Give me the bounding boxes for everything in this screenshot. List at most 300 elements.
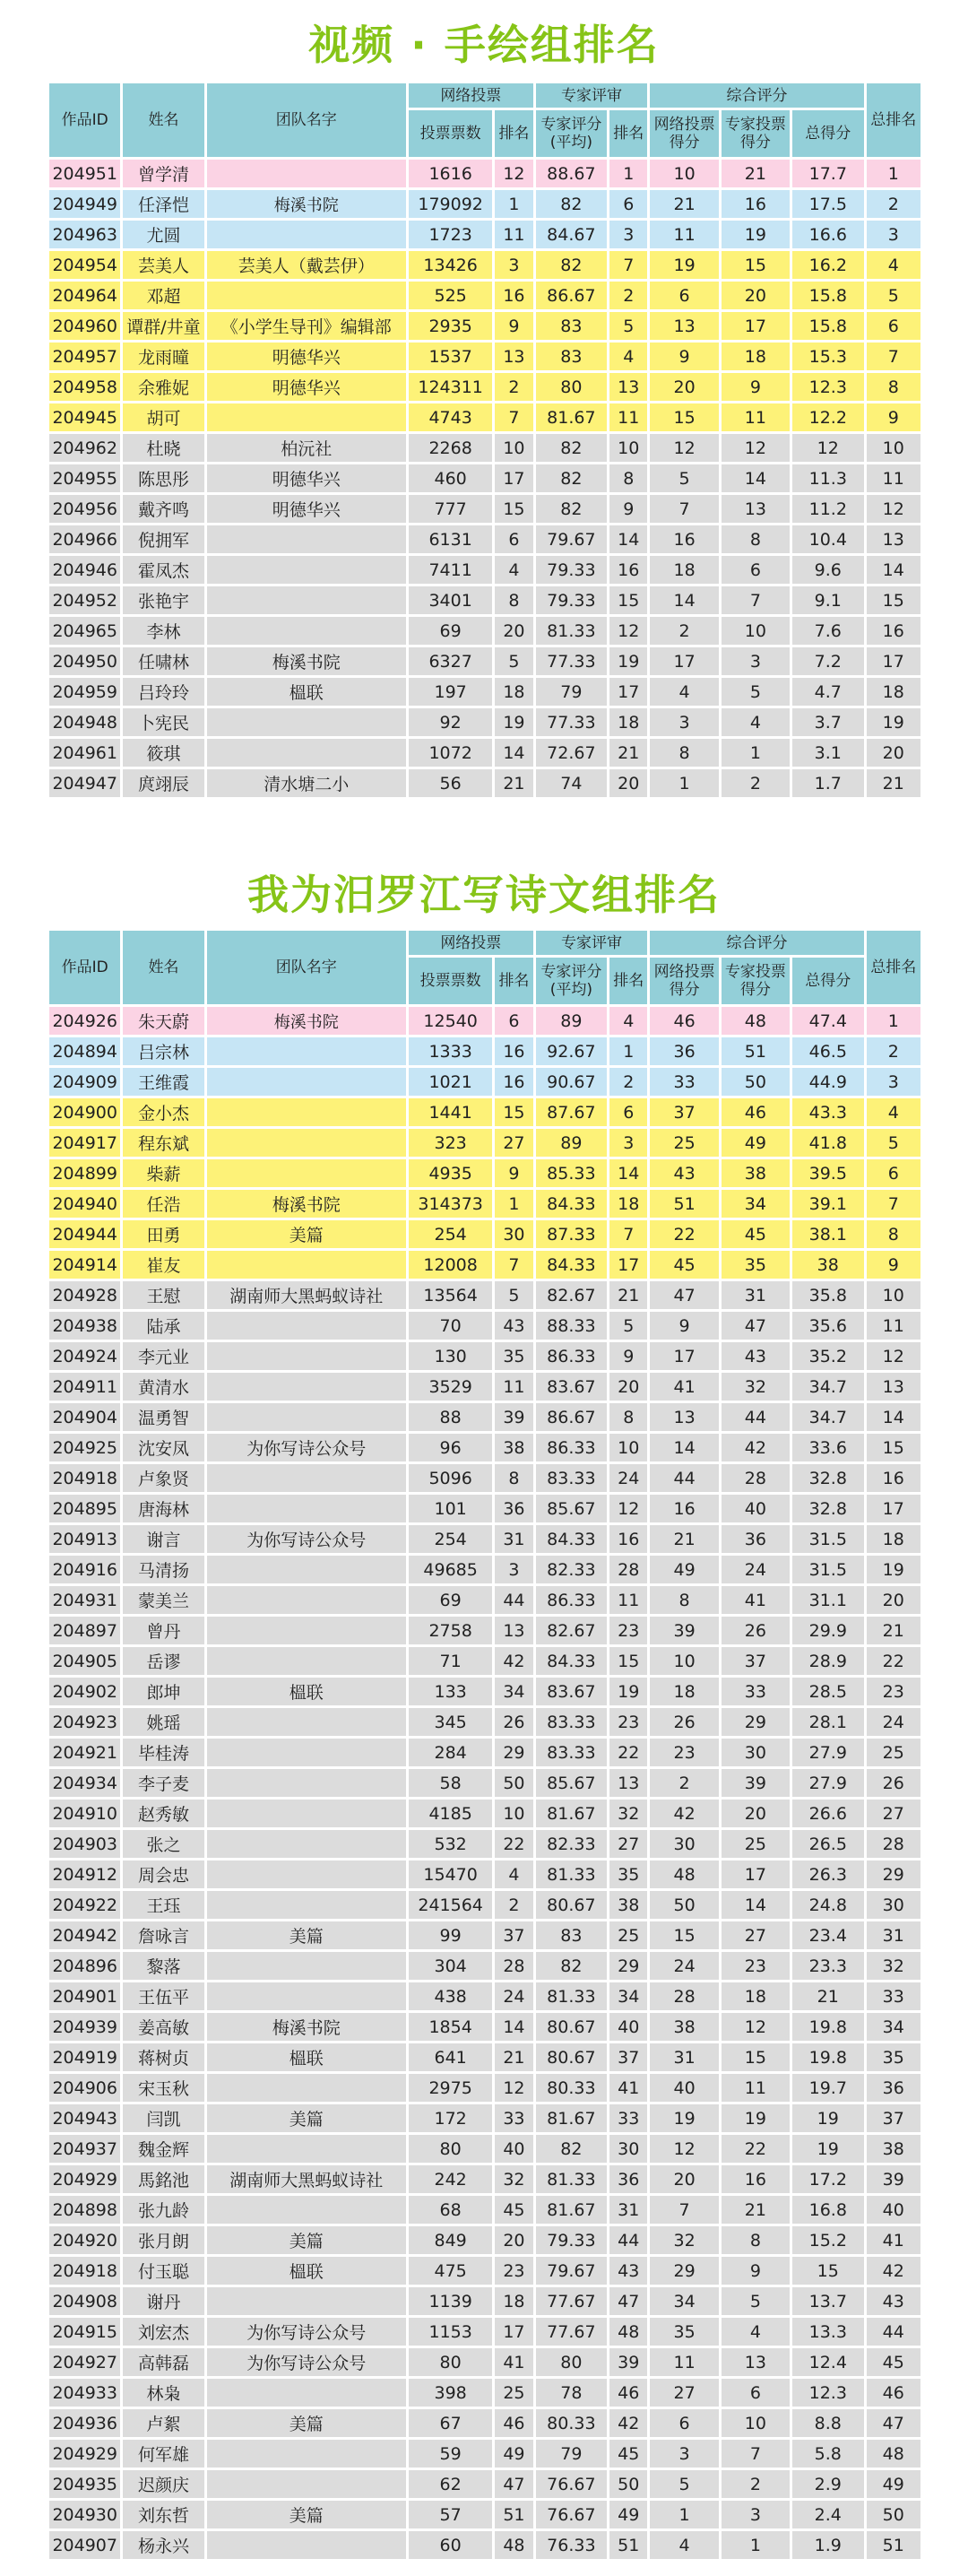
cell-team: 美篇: [207, 2226, 407, 2254]
cell-net-score: 40: [650, 2074, 718, 2102]
cell-expert-rank: 1: [609, 1037, 647, 1065]
cell-id: 204959: [49, 678, 120, 706]
cell-total-score: 35.6: [792, 1312, 864, 1340]
cell-team: 湖南师大黑蚂蚁诗社: [207, 2165, 407, 2193]
cell-id: 204942: [49, 1921, 120, 1949]
cell-overall-rank: 1: [867, 1007, 920, 1035]
table-row: [49, 1464, 920, 1492]
table-row: [49, 343, 920, 370]
cell-expert-vote-score: 26: [722, 1617, 790, 1644]
cell-name: 岳谬: [123, 1647, 203, 1675]
cell-net-rank: 6: [495, 525, 532, 553]
cell-votes: 242: [409, 2165, 492, 2193]
cell-expert-rank: 32: [609, 1800, 647, 1827]
cell-total-score: 41.8: [792, 1129, 864, 1157]
cell-expert-score: 79.67: [536, 2257, 607, 2285]
cell-id: 204951: [49, 160, 120, 187]
table-row: [49, 1800, 920, 1827]
cell-expert-vote-score: 9: [722, 373, 790, 401]
cell-name: 蒙美兰: [123, 1586, 203, 1614]
cell-id: 204938: [49, 1312, 120, 1340]
cell-expert-rank: 2: [609, 282, 647, 309]
header-votes: 投票票数: [409, 958, 492, 1004]
table-row: [49, 312, 920, 340]
cell-overall-rank: 25: [867, 1739, 920, 1766]
cell-overall-rank: 1: [867, 160, 920, 187]
cell-net-score: 30: [650, 1830, 718, 1858]
table-row: [49, 2226, 920, 2254]
table-row: [49, 2531, 920, 2559]
cell-id: 204925: [49, 1434, 120, 1461]
cell-name: 张九龄: [123, 2196, 203, 2224]
cell-name: 王维霞: [123, 1068, 203, 1096]
cell-votes: 1616: [409, 160, 492, 187]
cell-overall-rank: 24: [867, 1708, 920, 1736]
cell-team: [207, 1464, 407, 1492]
cell-name: 毕桂涛: [123, 1739, 203, 1766]
cell-overall-rank: 27: [867, 1800, 920, 1827]
table-row: [49, 2013, 920, 2041]
cell-team: [207, 586, 407, 614]
cell-net-score: 6: [650, 2409, 718, 2437]
cell-total-score: 38: [792, 1251, 864, 1279]
cell-name: 卜宪民: [123, 708, 203, 736]
cell-votes: 4743: [409, 403, 492, 431]
cell-expert-vote-score: 21: [722, 2196, 790, 2224]
cell-net-score: 16: [650, 525, 718, 553]
cell-votes: 130: [409, 1342, 492, 1370]
cell-overall-rank: 46: [867, 2379, 920, 2407]
cell-votes: 92: [409, 708, 492, 736]
table-row: [49, 2379, 920, 2407]
cell-expert-vote-score: 5: [722, 2287, 790, 2315]
cell-total-score: 34.7: [792, 1403, 864, 1431]
table-row: [49, 2287, 920, 2315]
cell-name: 李子麦: [123, 1769, 203, 1797]
cell-expert-score: 77.67: [536, 2318, 607, 2346]
cell-id: 204915: [49, 2318, 120, 2346]
cell-team: 榲联: [207, 1678, 407, 1705]
cell-id: 204904: [49, 1403, 120, 1431]
cell-team: 明德华兴: [207, 373, 407, 401]
header-votes: 投票票数: [409, 110, 492, 157]
cell-overall-rank: 42: [867, 2257, 920, 2285]
cell-overall-rank: 9: [867, 1251, 920, 1279]
cell-team: [207, 1342, 407, 1370]
cell-votes: 1441: [409, 1098, 492, 1126]
cell-overall-rank: 33: [867, 1982, 920, 2010]
cell-expert-score: 76.67: [536, 2501, 607, 2528]
table-row: [49, 2348, 920, 2376]
header-group-net-vote: 网络投票: [409, 931, 533, 955]
cell-id: 204909: [49, 1068, 120, 1096]
cell-total-score: 15: [792, 2257, 864, 2285]
cell-net-score: 25: [650, 1129, 718, 1157]
header-net-rank: 排名: [495, 110, 532, 157]
cell-net-rank: 3: [495, 1556, 532, 1583]
cell-team: 美篇: [207, 1220, 407, 1248]
cell-net-score: 18: [650, 1678, 718, 1705]
cell-expert-vote-score: 20: [722, 1800, 790, 1827]
cell-id: 204923: [49, 1708, 120, 1736]
cell-overall-rank: 35: [867, 2043, 920, 2071]
cell-name: 李元业: [123, 1342, 203, 1370]
table-body-poetry: [49, 1007, 920, 2559]
cell-id: 204965: [49, 617, 120, 645]
cell-expert-rank: 10: [609, 1434, 647, 1461]
cell-id: 204927: [49, 2348, 120, 2376]
cell-expert-vote-score: 10: [722, 2409, 790, 2437]
cell-name: 黎落: [123, 1952, 203, 1980]
cell-id: 204918: [49, 1464, 120, 1492]
cell-expert-score: 77.33: [536, 708, 607, 736]
cell-expert-vote-score: 37: [722, 1647, 790, 1675]
cell-overall-rank: 28: [867, 1830, 920, 1858]
cell-net-rank: 36: [495, 1495, 532, 1522]
section-title-poetry: 我为汨罗江写诗文组排名: [247, 871, 721, 919]
cell-votes: 69: [409, 1586, 492, 1614]
cell-name: 卢象贤: [123, 1464, 203, 1492]
cell-name: 姜高敏: [123, 2013, 203, 2041]
cell-id: 204931: [49, 1586, 120, 1614]
cell-expert-rank: 34: [609, 1982, 647, 2010]
cell-total-score: 24.8: [792, 1891, 864, 1919]
cell-total-score: 2.4: [792, 2501, 864, 2528]
cell-overall-rank: 20: [867, 1586, 920, 1614]
cell-total-score: 26.5: [792, 1830, 864, 1858]
cell-total-score: 17.5: [792, 190, 864, 218]
cell-votes: 254: [409, 1220, 492, 1248]
cell-id: 204966: [49, 525, 120, 553]
cell-expert-vote-score: 18: [722, 1982, 790, 2010]
cell-id: 204918: [49, 2257, 120, 2285]
cell-id: 204963: [49, 221, 120, 248]
cell-expert-rank: 50: [609, 2470, 647, 2498]
cell-id: 204947: [49, 769, 120, 797]
cell-team: 清水塘二小: [207, 769, 407, 797]
cell-net-rank: 18: [495, 678, 532, 706]
cell-expert-rank: 7: [609, 1220, 647, 1248]
cell-team: [207, 1098, 407, 1126]
cell-net-score: 19: [650, 2104, 718, 2132]
cell-expert-vote-score: 17: [722, 1860, 790, 1888]
cell-votes: 15470: [409, 1860, 492, 1888]
cell-overall-rank: 43: [867, 2287, 920, 2315]
cell-expert-score: 82: [536, 434, 607, 462]
cell-team: [207, 282, 407, 309]
cell-name: 馬銘池: [123, 2165, 203, 2193]
cell-overall-rank: 12: [867, 495, 920, 523]
cell-total-score: 44.9: [792, 1068, 864, 1096]
cell-total-score: 7.6: [792, 617, 864, 645]
cell-expert-vote-score: 4: [722, 708, 790, 736]
cell-overall-rank: 8: [867, 373, 920, 401]
cell-total-score: 12: [792, 434, 864, 462]
cell-expert-score: 74: [536, 769, 607, 797]
cell-net-score: 37: [650, 1098, 718, 1126]
cell-total-score: 8.8: [792, 2409, 864, 2437]
cell-id: 204961: [49, 739, 120, 767]
cell-name: 黄清水: [123, 1373, 203, 1401]
cell-id: 204930: [49, 2501, 120, 2528]
cell-expert-vote-score: 9: [722, 2257, 790, 2285]
cell-expert-rank: 13: [609, 1769, 647, 1797]
cell-expert-rank: 9: [609, 495, 647, 523]
cell-expert-score: 80: [536, 373, 607, 401]
cell-expert-rank: 18: [609, 1190, 647, 1218]
cell-name: 崔友: [123, 1251, 203, 1279]
cell-expert-rank: 21: [609, 1281, 647, 1309]
cell-net-rank: 39: [495, 1403, 532, 1431]
cell-expert-rank: 23: [609, 1617, 647, 1644]
cell-total-score: 12.2: [792, 403, 864, 431]
cell-votes: 1854: [409, 2013, 492, 2041]
cell-expert-vote-score: 15: [722, 251, 790, 279]
cell-name: 王慰: [123, 1281, 203, 1309]
cell-net-score: 7: [650, 2196, 718, 2224]
cell-overall-rank: 10: [867, 1281, 920, 1309]
cell-net-rank: 24: [495, 1982, 532, 2010]
cell-name: 何军雄: [123, 2440, 203, 2468]
cell-team: [207, 1373, 407, 1401]
cell-expert-score: 90.67: [536, 1068, 607, 1096]
cell-expert-vote-score: 16: [722, 2165, 790, 2193]
cell-team: [207, 2470, 407, 2498]
cell-id: 204913: [49, 1525, 120, 1553]
cell-total-score: 29.9: [792, 1617, 864, 1644]
cell-expert-rank: 12: [609, 617, 647, 645]
cell-team: [207, 1129, 407, 1157]
cell-name: 朱天蔚: [123, 1007, 203, 1035]
cell-expert-rank: 24: [609, 1464, 647, 1492]
table-row: [49, 1159, 920, 1187]
cell-votes: 323: [409, 1129, 492, 1157]
cell-net-score: 11: [650, 2348, 718, 2376]
cell-total-score: 16.2: [792, 251, 864, 279]
header-total-score: 总得分: [792, 958, 864, 1004]
cell-name: 陈思彤: [123, 464, 203, 492]
cell-expert-rank: 4: [609, 1007, 647, 1035]
table-row: [49, 495, 920, 523]
table-row: [49, 1312, 920, 1340]
cell-net-rank: 50: [495, 1769, 532, 1797]
header-id: 作品ID: [49, 931, 120, 1004]
cell-id: 204917: [49, 1129, 120, 1157]
cell-net-rank: 11: [495, 221, 532, 248]
cell-id: 204929: [49, 2440, 120, 2468]
cell-name: 付玉聪: [123, 2257, 203, 2285]
cell-overall-rank: 18: [867, 1525, 920, 1553]
cell-net-score: 15: [650, 403, 718, 431]
cell-expert-vote-score: 27: [722, 1921, 790, 1949]
cell-overall-rank: 5: [867, 1129, 920, 1157]
cell-total-score: 32.8: [792, 1464, 864, 1492]
table-row: [49, 1830, 920, 1858]
cell-id: 204897: [49, 1617, 120, 1644]
table-row: [49, 2318, 920, 2346]
cell-expert-score: 85.67: [536, 1495, 607, 1522]
header-name: 姓名: [123, 83, 203, 157]
cell-id: 204906: [49, 2074, 120, 2102]
cell-expert-vote-score: 51: [722, 1037, 790, 1065]
header-name: 姓名: [123, 931, 203, 1004]
cell-expert-score: 83: [536, 1921, 607, 1949]
cell-overall-rank: 5: [867, 282, 920, 309]
cell-name: 杜晓: [123, 434, 203, 462]
cell-expert-score: 83.67: [536, 1678, 607, 1705]
cell-team: [207, 1068, 407, 1096]
header-total-score: 总得分: [792, 110, 864, 157]
cell-votes: 96: [409, 1434, 492, 1461]
cell-team: [207, 617, 407, 645]
cell-net-rank: 17: [495, 464, 532, 492]
table-row: [49, 403, 920, 431]
cell-expert-rank: 41: [609, 2074, 647, 2102]
cell-overall-rank: 14: [867, 556, 920, 584]
cell-team: [207, 1769, 407, 1797]
cell-votes: 1139: [409, 2287, 492, 2315]
cell-net-rank: 31: [495, 1525, 532, 1553]
cell-name: 闫凯: [123, 2104, 203, 2132]
cell-votes: 1723: [409, 221, 492, 248]
cell-overall-rank: 11: [867, 464, 920, 492]
table-row: [49, 1403, 920, 1431]
table-row: [49, 1586, 920, 1614]
cell-overall-rank: 37: [867, 2104, 920, 2132]
cell-net-score: 19: [650, 251, 718, 279]
cell-total-score: 9.1: [792, 586, 864, 614]
cell-net-score: 29: [650, 2257, 718, 2285]
table-row: [49, 769, 920, 797]
cell-votes: 284: [409, 1739, 492, 1766]
cell-overall-rank: 30: [867, 1891, 920, 1919]
ranking-table-video: [47, 81, 923, 800]
cell-expert-vote-score: 11: [722, 2074, 790, 2102]
cell-overall-rank: 20: [867, 739, 920, 767]
cell-expert-rank: 51: [609, 2531, 647, 2559]
cell-net-score: 20: [650, 373, 718, 401]
cell-total-score: 7.2: [792, 647, 864, 675]
cell-net-rank: 48: [495, 2531, 532, 2559]
table-row: [49, 1281, 920, 1309]
cell-overall-rank: 21: [867, 1617, 920, 1644]
cell-total-score: 31.5: [792, 1525, 864, 1553]
cell-expert-vote-score: 7: [722, 586, 790, 614]
cell-expert-score: 81.67: [536, 403, 607, 431]
cell-total-score: 31.1: [792, 1586, 864, 1614]
cell-votes: 2758: [409, 1617, 492, 1644]
table-row: [49, 1952, 920, 1980]
cell-net-score: 34: [650, 2287, 718, 2315]
table-row: [49, 1190, 920, 1218]
cell-net-score: 28: [650, 1982, 718, 2010]
cell-expert-rank: 45: [609, 2440, 647, 2468]
header-team: 团队名字: [207, 931, 407, 1004]
cell-net-rank: 5: [495, 647, 532, 675]
cell-id: 204954: [49, 251, 120, 279]
cell-overall-rank: 17: [867, 647, 920, 675]
header-net-rank: 排名: [495, 958, 532, 1004]
table-row: [49, 2470, 920, 2498]
cell-id: 204921: [49, 1739, 120, 1766]
cell-expert-rank: 40: [609, 2013, 647, 2041]
cell-net-rank: 4: [495, 556, 532, 584]
cell-total-score: 31.5: [792, 1556, 864, 1583]
cell-net-score: 21: [650, 190, 718, 218]
cell-expert-vote-score: 3: [722, 647, 790, 675]
cell-votes: 304: [409, 1952, 492, 1980]
cell-expert-score: 82: [536, 190, 607, 218]
cell-id: 204945: [49, 403, 120, 431]
cell-net-rank: 38: [495, 1434, 532, 1461]
table-row: [49, 1129, 920, 1157]
cell-team: [207, 1617, 407, 1644]
cell-id: 204901: [49, 1982, 120, 2010]
cell-expert-score: 77.33: [536, 647, 607, 675]
cell-name: 李林: [123, 617, 203, 645]
cell-team: [207, 2196, 407, 2224]
cell-id: 204936: [49, 2409, 120, 2437]
cell-overall-rank: 48: [867, 2440, 920, 2468]
cell-expert-rank: 47: [609, 2287, 647, 2315]
cell-votes: 345: [409, 1708, 492, 1736]
header-group-net-vote: 网络投票: [409, 83, 533, 108]
cell-expert-score: 82.67: [536, 1281, 607, 1309]
table-row: [49, 1556, 920, 1583]
table-row: [49, 525, 920, 553]
cell-expert-vote-score: 21: [722, 160, 790, 187]
cell-team: [207, 1647, 407, 1675]
table-row: [49, 1769, 920, 1797]
cell-net-score: 10: [650, 160, 718, 187]
cell-votes: 532: [409, 1830, 492, 1858]
cell-expert-score: 82: [536, 495, 607, 523]
cell-expert-rank: 6: [609, 1098, 647, 1126]
header-expert-rank: 排名: [609, 110, 647, 157]
cell-overall-rank: 40: [867, 2196, 920, 2224]
cell-net-rank: 47: [495, 2470, 532, 2498]
cell-expert-rank: 27: [609, 1830, 647, 1858]
cell-id: 204944: [49, 1220, 120, 1248]
cell-overall-rank: 11: [867, 1312, 920, 1340]
cell-expert-score: 81.33: [536, 617, 607, 645]
cell-total-score: 19: [792, 2104, 864, 2132]
cell-team: [207, 708, 407, 736]
cell-id: 204900: [49, 1098, 120, 1126]
cell-net-rank: 15: [495, 1098, 532, 1126]
cell-votes: 179092: [409, 190, 492, 218]
cell-team: [207, 2135, 407, 2163]
cell-name: 陆承: [123, 1312, 203, 1340]
cell-votes: 68: [409, 2196, 492, 2224]
cell-net-score: 9: [650, 343, 718, 370]
cell-votes: 70: [409, 1312, 492, 1340]
cell-net-rank: 21: [495, 769, 532, 797]
cell-expert-rank: 29: [609, 1952, 647, 1980]
cell-expert-vote-score: 39: [722, 1769, 790, 1797]
cell-total-score: 19: [792, 2135, 864, 2163]
cell-expert-rank: 18: [609, 708, 647, 736]
cell-expert-score: 82: [536, 1952, 607, 1980]
cell-net-score: 27: [650, 2379, 718, 2407]
cell-team: [207, 1830, 407, 1858]
cell-id: 204926: [49, 1007, 120, 1035]
cell-overall-rank: 6: [867, 1159, 920, 1187]
cell-expert-vote-score: 44: [722, 1403, 790, 1431]
ranking-table-poetry: [47, 928, 923, 2562]
cell-net-score: 16: [650, 1495, 718, 1522]
cell-net-rank: 6: [495, 1007, 532, 1035]
